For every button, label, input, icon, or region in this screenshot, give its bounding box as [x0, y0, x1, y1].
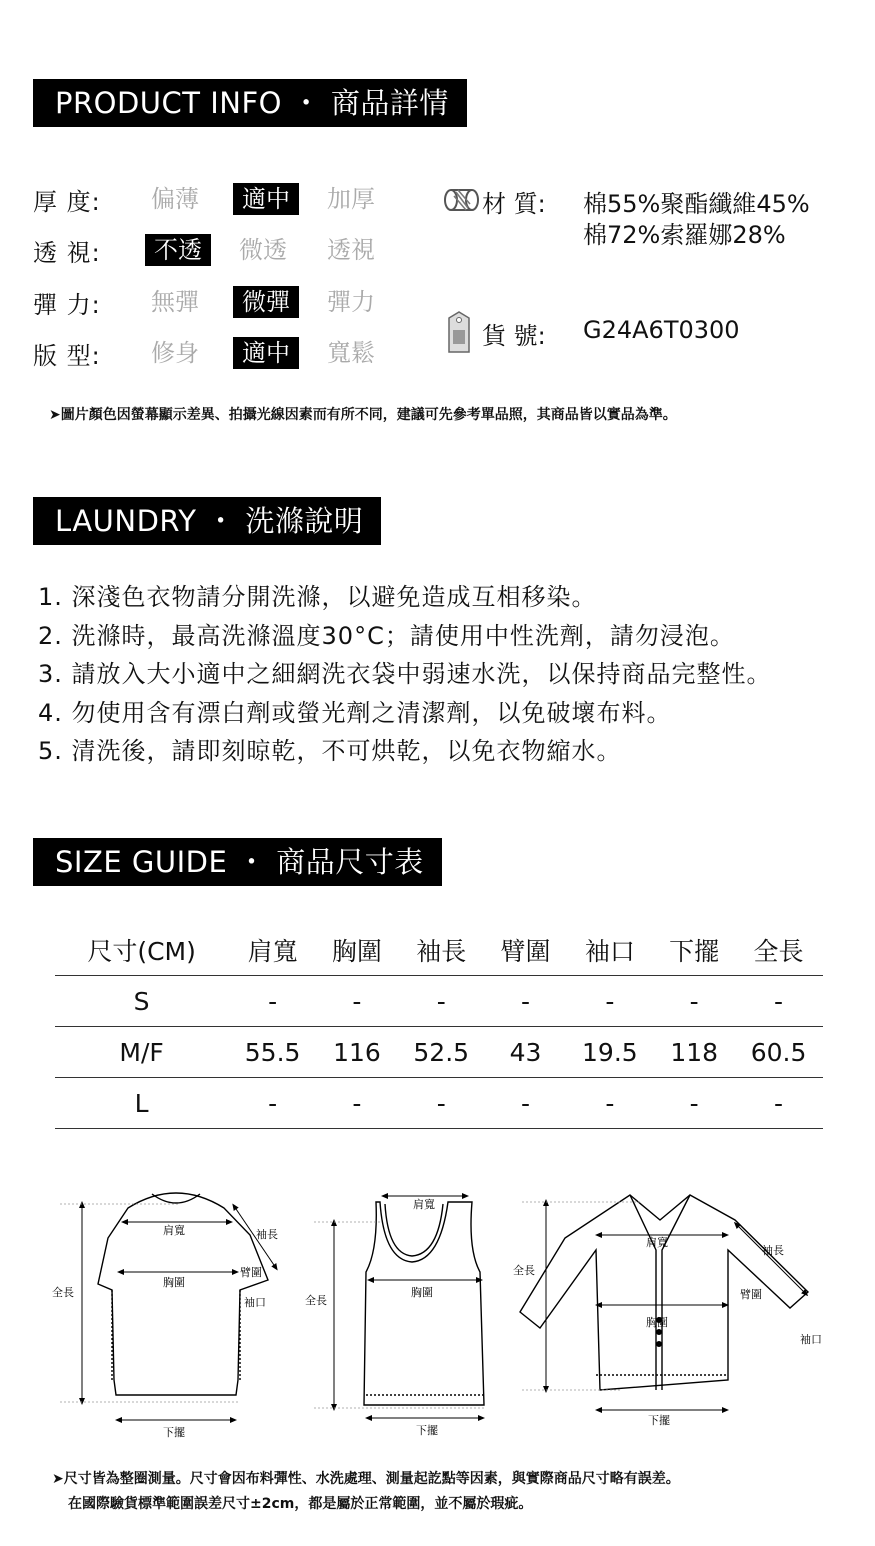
size-column-header: 臂圍 [486, 925, 566, 976]
property-label: 厚 度: [33, 187, 101, 216]
material-line-1: 棉55%聚酯纖維45% [583, 190, 810, 218]
dlabel-chest: 胸圍 [163, 1276, 185, 1289]
tag-icon [445, 310, 473, 354]
dlabel-sleeve: 袖長 [256, 1228, 278, 1241]
table-row [55, 1078, 823, 1129]
property-row [33, 233, 409, 267]
size-value-cell: - [565, 1078, 654, 1129]
dlabel-chest: 胸圍 [411, 1286, 433, 1299]
color-disclaimer: ➤圖片顏色因螢幕顯示差異、拍攝光線因素而有所不同，建議可先參考單品照，其商品皆以實品為準。 [49, 407, 677, 423]
laundry-item: 1. 深淺色衣物請分開洗滌，以避免造成互相移染。 [38, 583, 597, 611]
dlabel-length: 全長 [513, 1264, 535, 1277]
dlabel-arm: 臂圍 [240, 1266, 262, 1279]
size-column-header: 肩寬 [228, 925, 317, 976]
size-value-cell: - [317, 976, 397, 1027]
size-value-cell: 116 [317, 1027, 397, 1078]
property-option: 彈力 [327, 288, 375, 316]
size-value-cell: - [734, 976, 823, 1027]
code-value: G24A6T0300 [583, 316, 740, 344]
size-value-cell: 19.5 [565, 1027, 654, 1078]
property-option: 透視 [327, 236, 375, 264]
property-option: 寬鬆 [327, 339, 375, 367]
size-value-cell: - [228, 1078, 317, 1129]
code-label: 貨 號: [482, 322, 546, 350]
dlabel-length: 全長 [305, 1294, 327, 1307]
size-name-cell: M/F [55, 1027, 228, 1078]
thread-spool-icon [442, 186, 480, 214]
dlabel-shoulder: 肩寬 [163, 1224, 185, 1237]
property-option: 無彈 [151, 288, 199, 316]
property-option: 偏薄 [151, 185, 199, 213]
dlabel-length: 全長 [52, 1286, 74, 1299]
size-name-cell: L [55, 1078, 228, 1129]
size-column-header: 胸圍 [317, 925, 397, 976]
property-option-selected: 適中 [233, 337, 299, 369]
dlabel-hem: 下擺 [648, 1414, 670, 1427]
property-label: 彈 力: [33, 290, 101, 319]
size-table [55, 925, 823, 1129]
dlabel-cuff: 袖口 [244, 1296, 266, 1309]
dlabel-shoulder: 肩寬 [646, 1236, 668, 1249]
size-value-cell: 52.5 [397, 1027, 486, 1078]
laundry-item: 2. 洗滌時，最高洗滌溫度30°C；請使用中性洗劑，請勿浸泡。 [38, 621, 735, 650]
size-value-cell: - [317, 1078, 397, 1129]
laundry-list [38, 578, 772, 771]
laundry-item: 4. 勿使用含有漂白劑或螢光劑之清潔劑，以免破壞布料。 [38, 698, 672, 727]
dlabel-hem: 下擺 [416, 1424, 438, 1437]
property-option: 修身 [151, 339, 199, 367]
property-label: 版 型: [33, 341, 101, 370]
size-column-header: 袖口 [565, 925, 654, 976]
size-value-cell: - [486, 1078, 566, 1129]
property-row [33, 182, 409, 216]
material-line-2: 棉72%索羅娜28% [583, 221, 786, 249]
size-column-header: 下擺 [654, 925, 734, 976]
size-value-cell: 43 [486, 1027, 566, 1078]
size-column-header: 全長 [734, 925, 823, 976]
property-row [33, 336, 409, 370]
size-value-cell: 60.5 [734, 1027, 823, 1078]
size-value-cell: - [397, 976, 486, 1027]
property-option-selected: 微彈 [233, 286, 299, 318]
size-value-cell: - [228, 976, 317, 1027]
dlabel-hem: 下擺 [163, 1426, 185, 1439]
laundry-item: 3. 請放入大小適中之細網洗衣袋中弱速水洗，以保持商品完整性。 [38, 660, 772, 688]
dlabel-sleeve: 袖長 [762, 1244, 784, 1257]
dlabel-chest: 胸圍 [646, 1316, 668, 1329]
size-value-cell: - [397, 1078, 486, 1129]
size-value-cell: 118 [654, 1027, 734, 1078]
size-note-2: 在國際驗貨標準範圍誤差尺寸±2cm，都是屬於正常範圍，並不屬於瑕疵。 [68, 1496, 533, 1512]
laundry-header: LAUNDRY ・ 洗滌說明 [33, 497, 381, 545]
size-value-cell: - [654, 976, 734, 1027]
dlabel-arm: 臂圍 [740, 1288, 762, 1301]
table-row [55, 1027, 823, 1078]
size-column-header: 袖長 [397, 925, 486, 976]
product-info-header: PRODUCT INFO ・ 商品詳情 [33, 79, 467, 127]
dlabel-cuff: 袖口 [800, 1333, 822, 1346]
property-option-selected: 不透 [145, 234, 211, 266]
size-value-cell: 55.5 [228, 1027, 317, 1078]
cardigan-outline [520, 1195, 808, 1390]
size-value-cell: - [486, 976, 566, 1027]
size-column-header: 尺寸(CM) [55, 925, 228, 976]
laundry-item: 5. 清洗後，請即刻晾乾，不可烘乾，以免衣物縮水。 [38, 737, 622, 765]
size-note-1: ➤尺寸皆為整圈測量。尺寸會因布料彈性、水洗處理、測量起訖點等因素，與實際商品尺寸略有誤差。 [52, 1471, 680, 1487]
size-name-cell: S [55, 976, 228, 1027]
property-option: 微透 [239, 236, 287, 264]
dlabel-shoulder: 肩寬 [413, 1198, 435, 1211]
property-label: 透 視: [33, 238, 101, 267]
tanktop-outline [364, 1202, 484, 1405]
table-row [55, 976, 823, 1027]
property-option: 加厚 [327, 185, 375, 213]
size-value-cell: - [654, 1078, 734, 1129]
property-row [33, 285, 409, 319]
size-guide-header: SIZE GUIDE ・ 商品尺寸表 [33, 838, 442, 886]
garment-diagrams [0, 1180, 875, 1450]
size-value-cell: - [565, 976, 654, 1027]
property-option-selected: 適中 [233, 183, 299, 215]
material-label: 材 質: [482, 190, 546, 218]
size-value-cell: - [734, 1078, 823, 1129]
